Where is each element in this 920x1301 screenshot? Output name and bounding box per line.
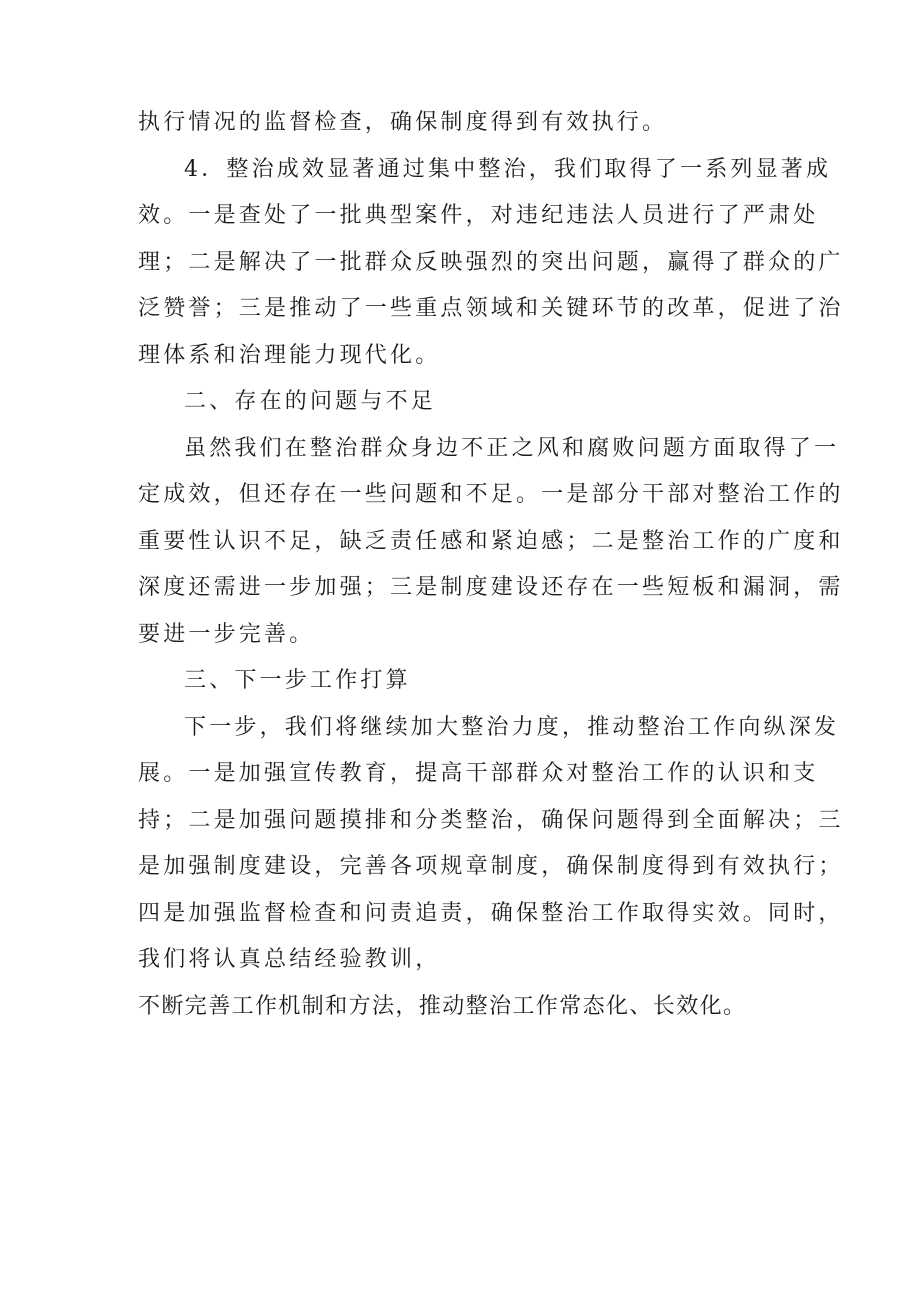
text-line: 四是加强监督检查和问责追责，确保整治工作取得实效。同时，	[138, 900, 844, 926]
text-line: 重要性认识不足，缺乏责任感和紧迫感；二是整治工作的广度和	[138, 528, 844, 554]
text-line: 定成效，但还存在一些问题和不足。一是部分干部对整治工作的	[138, 482, 844, 507]
text-line: 效。一是查处了一批典型案件，对违纪违法人员进行了严肃处	[138, 203, 819, 228]
text-line: 展。一是加强宣传教育，提高干部群众对整治工作的认识和支	[138, 761, 819, 786]
text-line: 理；二是解决了一批群众反映强烈的突出问题，赢得了群众的广	[138, 249, 844, 275]
text-line: 执行情况的监督检查，确保制度得到有效执行。	[138, 110, 668, 135]
text-line: 不断完善工作机制和方法，推动整治工作常态化、长效化。	[138, 993, 747, 1019]
section-heading: 三、下一步工作打算	[184, 668, 411, 693]
text-line: 理体系和治理能力现代化。	[138, 342, 441, 368]
text-line: 虽然我们在整治群众身边不正之风和腐败问题方面取得了一	[184, 435, 840, 461]
text-line: 深度还需进一步加强；三是制度建设还存在一些短板和漏洞，需	[138, 575, 844, 600]
text-line: 持；二是加强问题摸排和分类整治，确保问题得到全面解决；三	[138, 807, 844, 833]
text-line: 泛赞誉；三是推动了一些重点领域和关键环节的改革，促进了治	[138, 296, 844, 321]
document-body	[138, 100, 844, 1030]
text-line: 4．整治成效显著通过集中整治，我们取得了一系列显著成	[184, 156, 832, 182]
text-line: 我们将认真总结经验教训，	[138, 947, 441, 972]
text-line: 要进一步完善。	[138, 621, 315, 647]
text-line: 下一步，我们将继续加大整治力度，推动整治工作向纵深发	[184, 714, 840, 740]
text-line: 是加强制度建设，完善各项规章制度，确保制度得到有效执行；	[138, 854, 844, 879]
section-heading: 二、存在的问题与不足	[184, 389, 437, 414]
